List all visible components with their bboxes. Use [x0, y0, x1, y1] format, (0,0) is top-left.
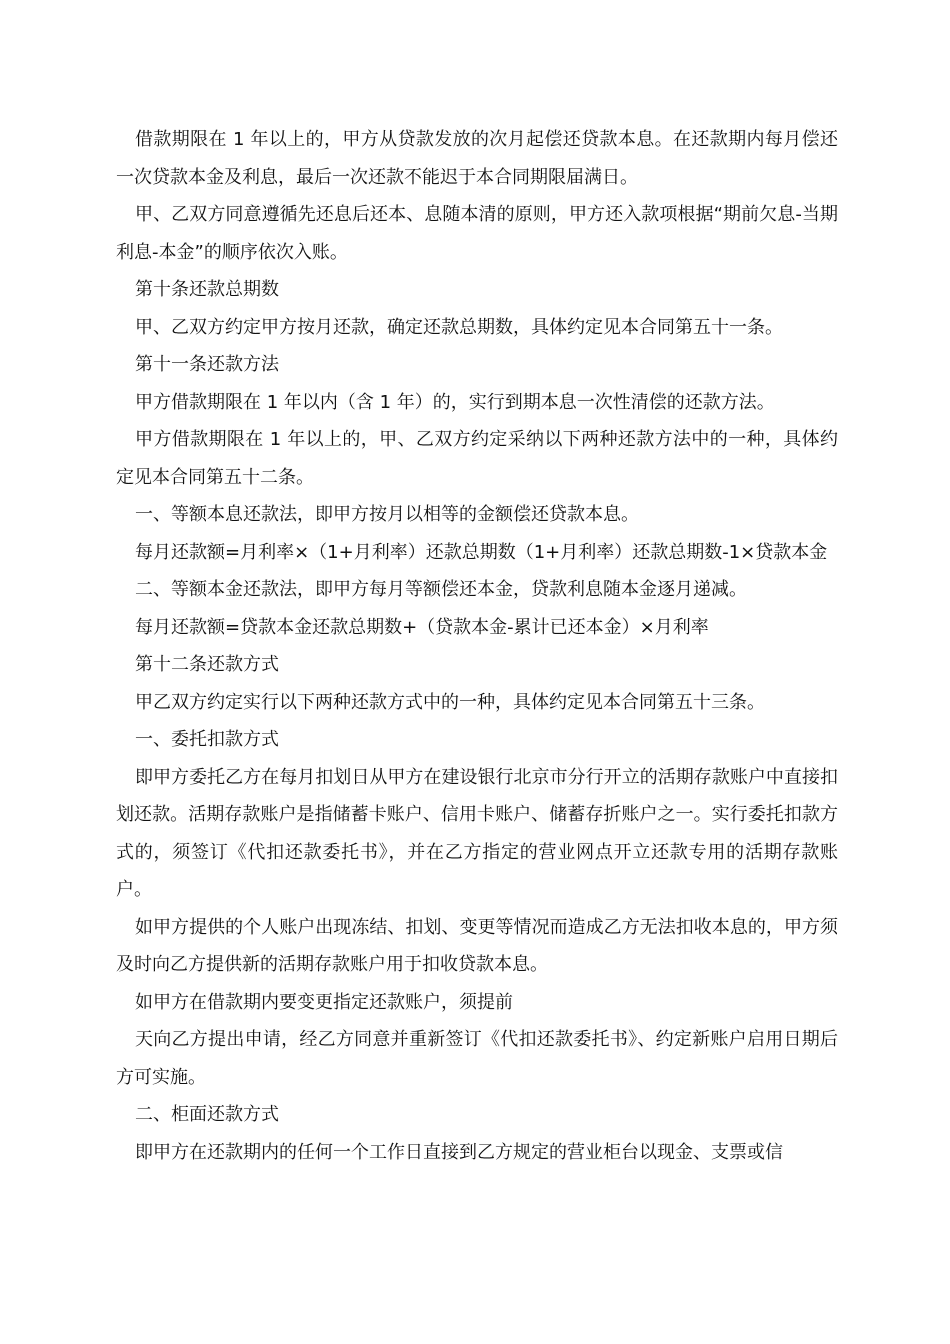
paragraph-equal-principal: 二、等额本金还款法，即甲方每月等额偿还本金，贷款利息随本金逐月递减。 — [135, 579, 747, 600]
paragraph-change-request-end: 天向乙方提出申请，经乙方同意并重新签订《代扣还款委托书》、约定新账户启用日期后方可实施。 — [116, 1029, 838, 1088]
heading-article-10: 第十条还款总期数 — [135, 279, 279, 300]
heading-article-11: 第十一条还款方法 — [135, 354, 279, 375]
paragraph-long-term-loan: 甲方借款期限在 1 年以上的，甲、乙双方约定采纳以下两种还款方法中的一种，具体约定见本合同第五十二条。 — [116, 429, 838, 488]
formula-equal-installment: 每月还款额=月利率×（1+月利率）还款总期数（1+月利率）还款总期数-1×贷款本金 — [135, 541, 828, 563]
paragraph-equal-installment: 一、等额本息还款法，即甲方按月以相等的金额偿还贷款本息。 — [135, 504, 639, 525]
paragraph-repayment-start: 借款期限在 1 年以上的，甲方从贷款发放的次月起偿还贷款本息。在还款期内每月偿还一次贷款本金及利息，最后一次还款不能迟于本合同期限届满日。 — [116, 129, 838, 188]
paragraph-repayment-order: 甲、乙双方同意遵循先还息后还本、息随本清的原则，甲方还入款项根据“期前欠息-当期利息-本金”的顺序依次入账。 — [116, 204, 838, 263]
heading-entrusted-deduction: 一、委托扣款方式 — [135, 729, 279, 750]
paragraph-entrusted-deduction: 即甲方委托乙方在每月扣划日从甲方在建设银行北京市分行开立的活期存款账户中直接扣划还款。活期存款账户是指储蓄卡账户、信用卡账户、储蓄存折账户之一。实行委托扣款方式的，须签订《代扣还款委托书》，并在乙方指定的营业网点开立还款专用的活期存款账户。 — [116, 766, 838, 900]
paragraph-article-12: 甲乙双方约定实行以下两种还款方式中的一种，具体约定见本合同第五十三条。 — [135, 691, 765, 713]
document-body — [116, 121, 838, 1171]
heading-counter-repayment: 二、柜面还款方式 — [135, 1104, 279, 1125]
paragraph-article-10: 甲、乙双方约定甲方按月还款，确定还款总期数，具体约定见本合同第五十一条。 — [135, 316, 783, 338]
paragraph-short-term-loan: 甲方借款期限在 1 年以内（含 1 年）的，实行到期本息一次性清偿的还款方法。 — [135, 391, 775, 413]
paragraph-account-change: 如甲方提供的个人账户出现冻结、扣划、变更等情况而造成乙方无法扣收本息的，甲方须及时向乙方提供新的活期存款账户用于扣收贷款本息。 — [116, 916, 838, 975]
paragraph-change-request-start: 如甲方在借款期内要变更指定还款账户，须提前 — [135, 991, 513, 1013]
formula-equal-principal: 每月还款额=贷款本金还款总期数+（贷款本金-累计已还本金）×月利率 — [135, 616, 709, 638]
heading-article-12: 第十二条还款方式 — [135, 654, 279, 675]
paragraph-counter-repayment: 即甲方在还款期内的任何一个工作日直接到乙方规定的营业柜台以现金、支票或信 — [135, 1141, 783, 1163]
